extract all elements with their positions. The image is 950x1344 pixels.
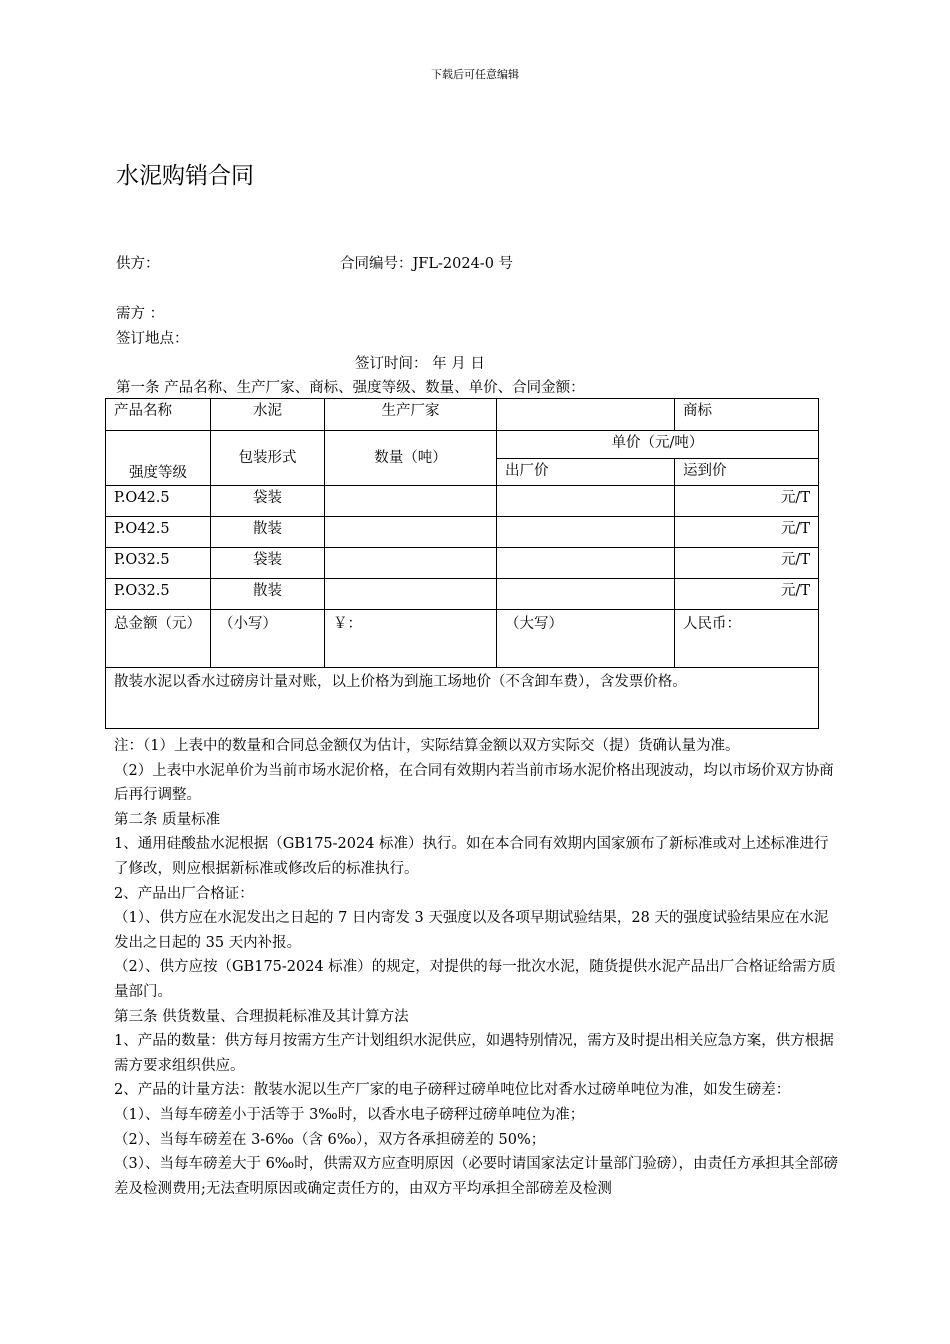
table-row xyxy=(106,548,819,579)
cell-package: 散装 xyxy=(211,579,325,610)
cell-ex-factory xyxy=(497,517,675,548)
contract-body xyxy=(114,734,840,1201)
cell-small-label: （小写） xyxy=(211,610,325,668)
cell-quantity xyxy=(325,486,497,517)
cell-product-name: 水泥 xyxy=(211,399,325,431)
table-row xyxy=(106,517,819,548)
buyer-label: 需方 ： xyxy=(116,306,165,322)
table-row xyxy=(106,579,819,610)
cell-package: 散装 xyxy=(211,517,325,548)
cell-rmb-label: 人民币： xyxy=(675,610,819,668)
clause-2-2-1: （1）、供方应在水泥发出之日起的 7 日内寄发 3 天强度以及各项早期试验结果，28 天的强度试验结果应在水泥发出之日起的 35 天内补报。 xyxy=(114,910,829,951)
article-1-heading: 第一条 产品名称、生产厂家、商标、强度等级、数量、单价、合同金额： xyxy=(116,380,585,396)
supplier-label: 供方： xyxy=(116,256,160,272)
signing-date-label: 签订时间： 年 月 日 xyxy=(355,356,485,372)
cell-grade: P.O32.5 xyxy=(106,579,211,610)
clause-3-1: 1、产品的数量：供方每月按需方生产计划组织水泥供应，如遇特别情况，需方及时提出相关应急方案，供方根据需方要求组织供应。 xyxy=(114,1033,834,1074)
product-table xyxy=(105,398,819,729)
note-2: （2）上表中水泥单价为当前市场水泥价格，在合同有效期内若当前市场水泥价格出现波动，均以市场价双方协商后再行调整。 xyxy=(114,762,834,804)
clause-2-1: 1、通用硅酸盐水泥根据（GB175-2024 标准）执行。如在本合同有效期内国家颁布了新标准或对上述标准进行了修改，则应根据新标准或修改后的标准执行。 xyxy=(114,836,829,877)
cell-ex-factory xyxy=(497,579,675,610)
clause-3-2-1: （1）、当每车磅差小于活等于 3‰时，以香水电子磅秤过磅单吨位为准； xyxy=(114,1106,585,1123)
cell-strength-label: 强度等级 xyxy=(106,431,211,486)
cell-product-name-label: 产品名称 xyxy=(106,399,211,431)
cell-manufacturer-value xyxy=(497,399,675,431)
clause-3-2-2: （2）、当每车磅差在 3-6‰（含 6‰），双方各承担磅差的 50%； xyxy=(114,1131,546,1148)
cell-grade: P.O42.5 xyxy=(106,517,211,548)
cell-package: 袋装 xyxy=(211,548,325,579)
cell-unit-price-label: 单价（元/吨） xyxy=(497,431,819,459)
cell-unit: 元/T xyxy=(675,548,819,579)
cell-yen-label: ￥： xyxy=(325,610,497,668)
cell-big-label: （大写） xyxy=(497,610,675,668)
clause-2-2-2: （2）、供方应按（GB175-2024 标准）的规定，对提供的每一批次水泥，随货提供水泥产品出厂合格证给需方质量部门。 xyxy=(114,959,836,1000)
cell-ex-factory xyxy=(497,486,675,517)
cell-ex-factory xyxy=(497,548,675,579)
article-2-heading: 第二条 质量标准 xyxy=(114,811,221,828)
contract-number: 合同编号：JFL-2024-0 号 xyxy=(340,256,514,272)
cell-unit: 元/T xyxy=(675,486,819,517)
clause-3-2-3: （3）、当每车磅差大于 6‰时，供需双方应查明原因（必要时请国家法定计量部门验磅），由责任方承担其全部磅差及检测费用;无法查明原因或确定责任方的，由双方平均承担全部磅差及检测 xyxy=(114,1156,839,1197)
clause-2-2: 2、产品出厂合格证： xyxy=(114,885,254,902)
cell-manufacturer-label: 生产厂家 xyxy=(325,399,497,431)
contract-title: 水泥购销合同 xyxy=(116,163,254,189)
signing-place-label: 签订地点： xyxy=(116,331,189,347)
cell-quantity xyxy=(325,579,497,610)
article-3-heading: 第三条 供货数量、合理损耗标准及其计算方法 xyxy=(114,1008,409,1025)
cell-grade: P.O32.5 xyxy=(106,548,211,579)
cell-unit: 元/T xyxy=(675,517,819,548)
table-row xyxy=(106,486,819,517)
cell-total-label: 总金额（元） xyxy=(106,610,211,668)
cell-ex-factory-label: 出厂价 xyxy=(497,459,675,486)
header-note: 下载后可任意编辑 xyxy=(431,68,519,81)
cell-remark: 散装水泥以香水过磅房计量对账，以上价格为到施工场地价（不含卸车费），含发票价格。 xyxy=(106,668,819,729)
cell-unit: 元/T xyxy=(675,579,819,610)
cell-quantity xyxy=(325,517,497,548)
cell-grade: P.O42.5 xyxy=(106,486,211,517)
cell-delivered-label: 运到价 xyxy=(675,459,819,486)
cell-package: 袋装 xyxy=(211,486,325,517)
cell-quantity xyxy=(325,548,497,579)
cell-package-label: 包装形式 xyxy=(211,431,325,486)
cell-quantity-label: 数量（吨） xyxy=(325,431,497,486)
note-1: 注：（1）上表中的数量和合同总金额仅为估计，实际结算金额以双方实际交（提）货确认量为准。 xyxy=(114,738,740,754)
cell-brand-label: 商标 xyxy=(675,399,819,431)
clause-3-2: 2、产品的计量方法：散装水泥以生产厂家的电子磅秤过磅单吨位比对香水过磅单吨位为准，如发生磅差： xyxy=(114,1082,791,1099)
